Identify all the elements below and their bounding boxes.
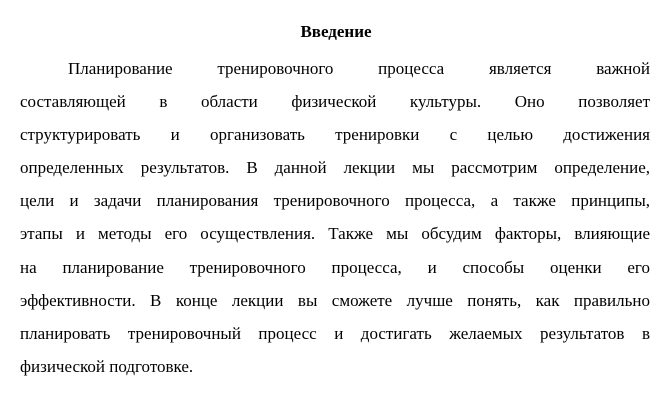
paragraph-line: Планирование тренировочного процесса является важной bbox=[68, 59, 650, 78]
paragraph-line: эффективности. В конце лекции вы сможете лучше понять, как правильно bbox=[20, 290, 650, 310]
introduction-paragraph bbox=[20, 52, 650, 383]
paragraph-line: физической подготовке. bbox=[20, 356, 194, 376]
paragraph-line: этапы и методы его осуществления. Также мы обсудим факторы, влияющие bbox=[20, 224, 650, 244]
paragraph-line: планировать тренировочный процесс и достигать желаемых результатов в bbox=[20, 323, 650, 343]
paragraph-line: цели и задачи планирования тренировочного процесса, а также принципы, bbox=[20, 191, 650, 211]
paragraph-line: на планирование тренировочного процесса, и способы оценки его bbox=[20, 257, 650, 277]
paragraph-line: определенных результатов. В данной лекции мы рассмотрим определение, bbox=[20, 158, 650, 178]
paragraph-line: составляющей в области физической культуры. Оно позволяет bbox=[20, 92, 650, 112]
paragraph-line: структурировать и организовать тренировки с целью достижения bbox=[20, 125, 650, 145]
section-title: Введение bbox=[300, 22, 372, 41]
